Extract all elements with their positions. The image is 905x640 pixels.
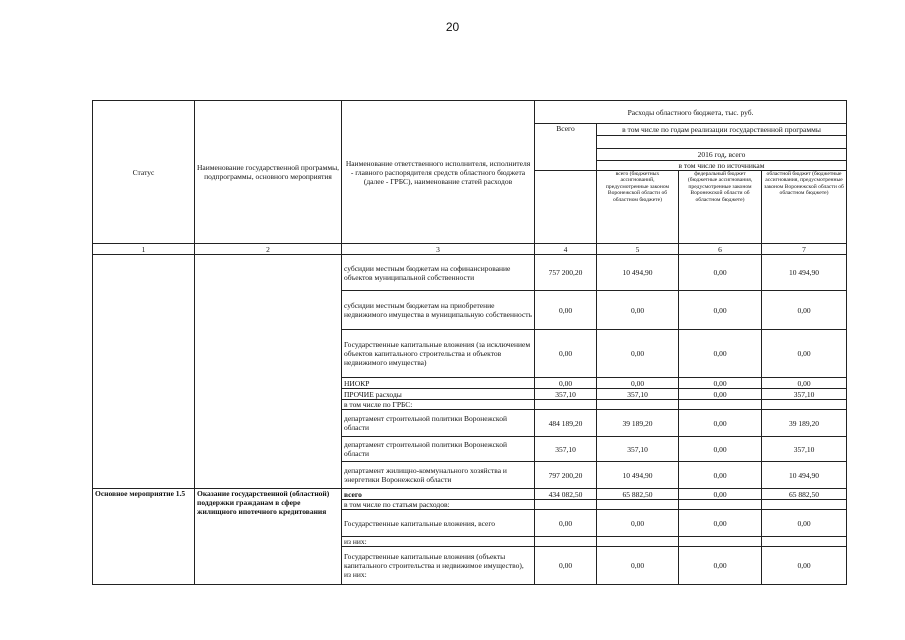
column-number: 1 [93, 244, 195, 255]
value-total: 0,00 [535, 330, 597, 378]
value-all-sources: 357,10 [597, 437, 679, 462]
value-total [535, 537, 597, 547]
header-src-all: всего (бюджетных ассигнований, предусмотренные законом Воронежской области об областном бюджете) [597, 171, 679, 244]
value-regional: 10 494,90 [762, 255, 847, 291]
value-regional: 65 882,50 [762, 489, 847, 500]
value-total: 797 200,20 [535, 462, 597, 489]
header-by-sources: в том числе по источникам [597, 161, 847, 171]
value-federal: 0,00 [679, 410, 762, 437]
value-total: 0,00 [535, 547, 597, 585]
value-total: 484 189,20 [535, 410, 597, 437]
page-number: 20 [445, 20, 460, 34]
value-all-sources [597, 500, 679, 510]
row-label: департамент строительной политики Воронежской области [342, 410, 535, 437]
value-regional [762, 500, 847, 510]
value-federal: 0,00 [679, 378, 762, 389]
value-regional: 0,00 [762, 291, 847, 330]
value-all-sources: 0,00 [597, 378, 679, 389]
row-label: НИОКР [342, 378, 535, 389]
value-regional: 10 494,90 [762, 462, 847, 489]
row-label: Государственные капитальные вложения, всего [342, 510, 535, 537]
header-program-name: Наименование государственной программы, подпрограммы, основного мероприятия [195, 101, 342, 244]
value-all-sources: 0,00 [597, 330, 679, 378]
value-all-sources [597, 400, 679, 410]
value-total: 0,00 [535, 378, 597, 389]
column-number: 7 [762, 244, 847, 255]
value-regional: 39 189,20 [762, 410, 847, 437]
row-label: департамент жилищно-коммунального хозяйства и энергетики Воронежской области [342, 462, 535, 489]
row-label: ПРОЧИЕ расходы [342, 389, 535, 400]
column-number: 4 [535, 244, 597, 255]
value-federal: 0,00 [679, 255, 762, 291]
value-all-sources [597, 537, 679, 547]
program-cell-empty [195, 255, 342, 489]
value-all-sources: 0,00 [597, 547, 679, 585]
value-all-sources: 0,00 [597, 510, 679, 537]
value-federal: 0,00 [679, 462, 762, 489]
value-federal: 0,00 [679, 291, 762, 330]
value-regional [762, 537, 847, 547]
value-all-sources: 39 189,20 [597, 410, 679, 437]
value-federal: 0,00 [679, 510, 762, 537]
value-federal [679, 400, 762, 410]
column-number: 3 [342, 244, 535, 255]
value-all-sources: 357,10 [597, 389, 679, 400]
value-regional: 357,10 [762, 389, 847, 400]
budget-table [92, 100, 847, 585]
header-expenses: Расходы областного бюджета, тыс. руб. [535, 101, 847, 124]
header-status: Статус [93, 101, 195, 244]
row-label: департамент строительной политики Воронежской области [342, 437, 535, 462]
column-number: 6 [679, 244, 762, 255]
value-federal: 0,00 [679, 330, 762, 378]
header-spacer [597, 136, 847, 149]
value-federal [679, 500, 762, 510]
value-regional: 0,00 [762, 510, 847, 537]
value-federal: 0,00 [679, 489, 762, 500]
value-total: 0,00 [535, 510, 597, 537]
value-all-sources: 10 494,90 [597, 462, 679, 489]
header-year-total: 2016 год, всего [597, 149, 847, 161]
header-by-years: в том числе по годам реализации государственной программы [597, 124, 847, 136]
value-total: 0,00 [535, 291, 597, 330]
value-total: 434 082,50 [535, 489, 597, 500]
table-row [93, 489, 847, 500]
row-label: субсидии местным бюджетам на приобретение недвижимого имущества в муниципальную собственность [342, 291, 535, 330]
column-number: 5 [597, 244, 679, 255]
header-executor: Наименование ответственного исполнителя, исполнителя - главного распорядителя средств областного бюджета (далее - ГРБС), наименование статей расходов [342, 101, 535, 244]
value-all-sources: 0,00 [597, 291, 679, 330]
row-label: из них: [342, 537, 535, 547]
measure-status: Основное мероприятие 1.5 [93, 489, 195, 585]
value-all-sources: 10 494,90 [597, 255, 679, 291]
value-all-sources: 65 882,50 [597, 489, 679, 500]
value-federal [679, 537, 762, 547]
value-total: 357,10 [535, 437, 597, 462]
row-label: в том числе по ГРБС: [342, 400, 535, 410]
column-number: 2 [195, 244, 342, 255]
row-label: субсидии местным бюджетам на софинансирование объектов муниципальной собственности [342, 255, 535, 291]
measure-name: Оказание государственной (областной) поддержки гражданам в сфере жилищного ипотечного кредитования [195, 489, 342, 585]
value-total: 357,10 [535, 389, 597, 400]
value-regional: 0,00 [762, 330, 847, 378]
header-total-blank [535, 171, 597, 244]
header-total: Всего [535, 124, 597, 171]
value-regional: 0,00 [762, 378, 847, 389]
value-federal: 0,00 [679, 389, 762, 400]
value-total: 757 200,20 [535, 255, 597, 291]
value-regional: 357,10 [762, 437, 847, 462]
row-label: Государственные капитальные вложения (за исключением объектов капитального строительства и объектов недвижимого имущества) [342, 330, 535, 378]
value-regional: 0,00 [762, 547, 847, 585]
value-regional [762, 400, 847, 410]
value-federal: 0,00 [679, 547, 762, 585]
value-total [535, 400, 597, 410]
header-src-regional: областной бюджет (бюджетные ассигнования, предусмотренные законом Воронежской области об областном бюджете) [762, 171, 847, 244]
status-cell-empty [93, 255, 195, 489]
row-label: в том числе по статьям расходов: [342, 500, 535, 510]
table-row [93, 255, 847, 291]
value-total [535, 500, 597, 510]
row-label: Государственные капитальные вложения (объекты капитального строительства и недвижимое имущество), из них: [342, 547, 535, 585]
value-federal: 0,00 [679, 437, 762, 462]
header-src-federal: федеральный бюджет (бюджетные ассигнования, предусмотренные законом Воронежской области об областном бюджете) [679, 171, 762, 244]
row-label: всего [342, 489, 535, 500]
